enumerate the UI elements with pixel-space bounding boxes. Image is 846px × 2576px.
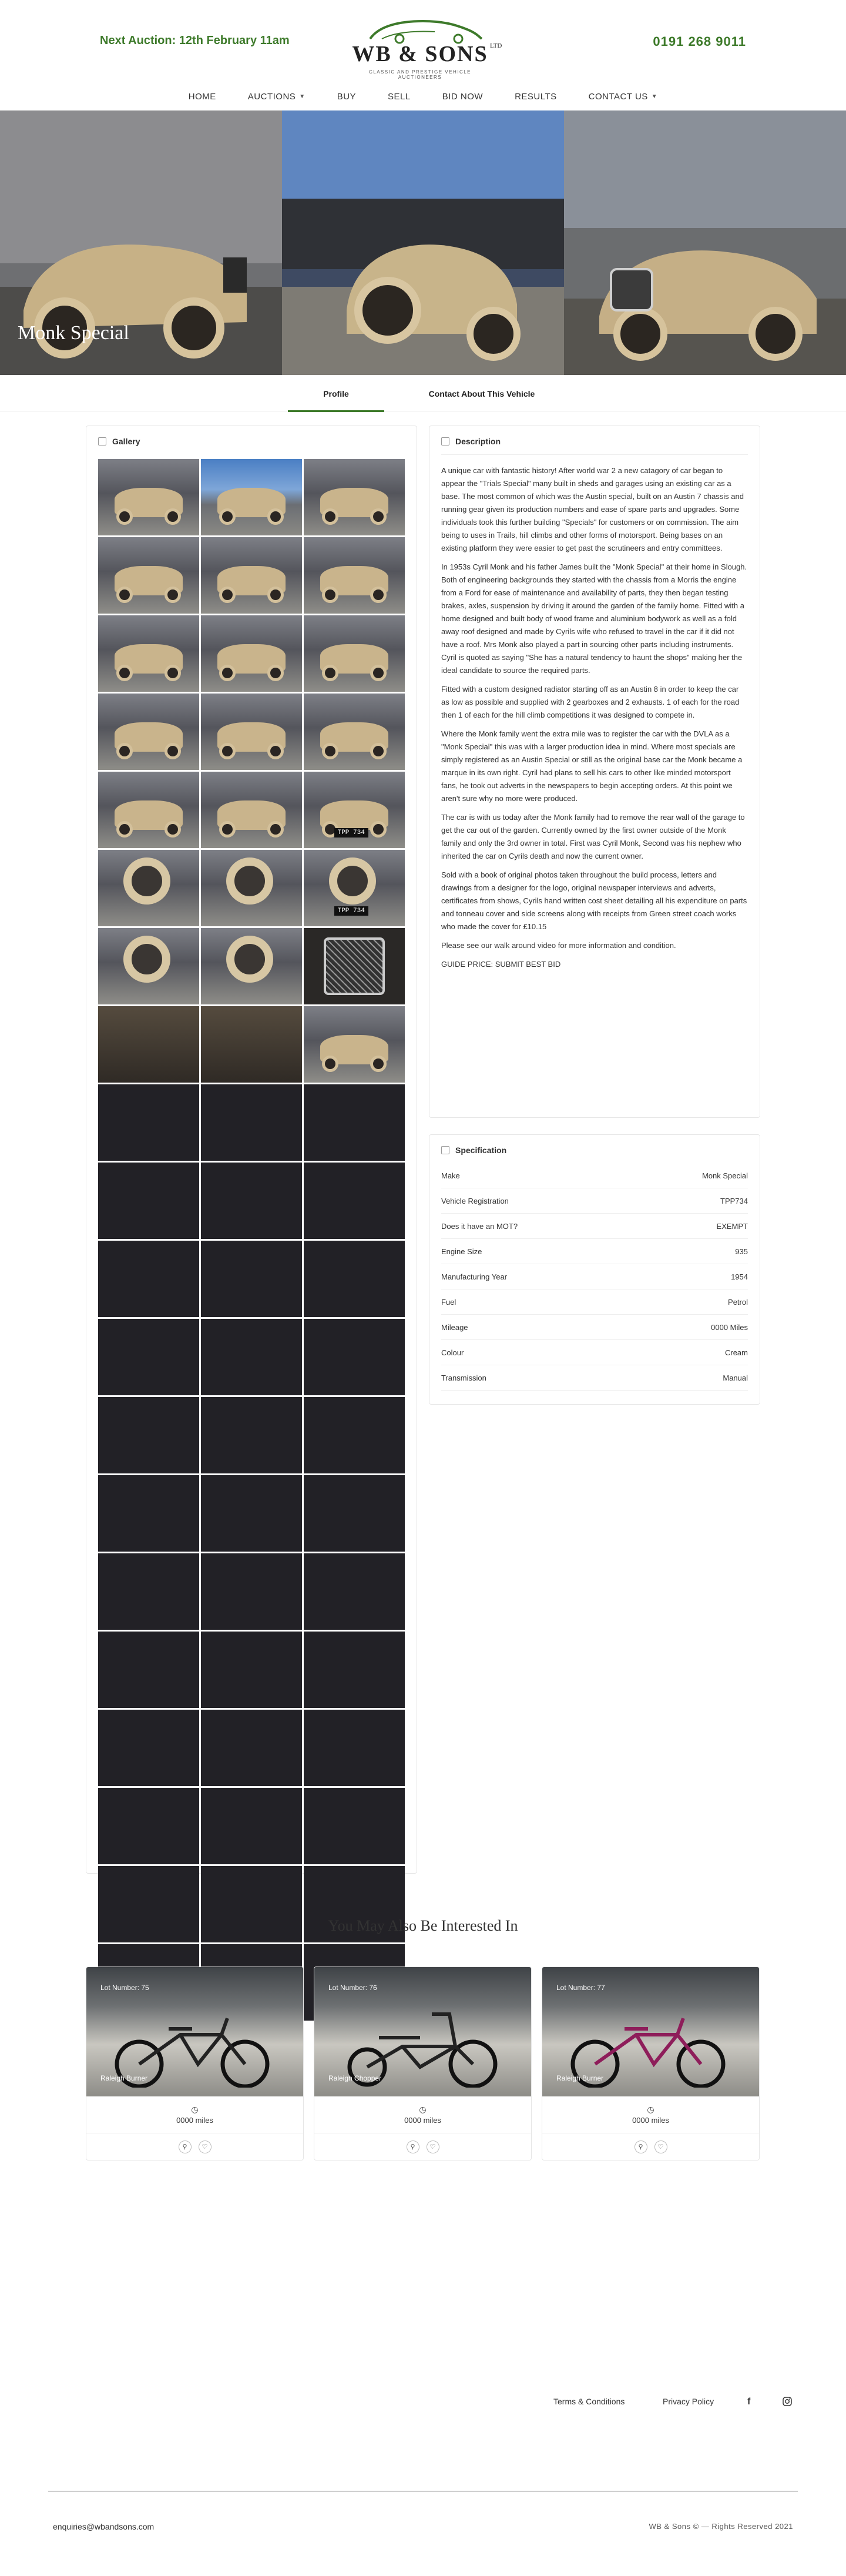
gallery-thumb[interactable] [304,459,405,535]
lot-number: Lot Number: 75 [100,1984,149,1992]
gallery-empty-tile[interactable] [304,1475,405,1552]
spec-row-engine-size [441,1239,748,1264]
gallery-empty-tile[interactable] [304,1553,405,1630]
description-header [429,426,760,454]
spec-row-fuel [441,1289,748,1315]
gallery-thumb[interactable] [201,459,302,535]
zoom-icon[interactable]: ⚲ [634,2140,647,2153]
speedometer-icon: ◷ [191,2105,199,2114]
facebook-icon[interactable]: f [747,2397,751,2407]
spec-label: Vehicle Registration [441,1196,509,1205]
gallery-thumb[interactable] [98,459,199,535]
zoom-icon[interactable]: ⚲ [179,2140,192,2153]
lot-actions [542,2133,759,2160]
nav-results[interactable] [515,92,557,102]
logo-ltd: LTD [490,42,502,49]
lot-name: Raleigh Burner [556,2074,604,2082]
spec-label: Engine Size [441,1247,482,1256]
gallery-thumb[interactable] [304,928,405,1004]
gallery-empty-tile[interactable] [98,1084,199,1161]
heart-icon[interactable]: ♡ [199,2140,212,2153]
footer-email[interactable]: enquiries@wbandsons.com [53,2522,155,2531]
gallery-thumb[interactable] [201,1006,302,1083]
lot-mileage: 0000 miles [176,2116,213,2125]
tab-label: Profile [323,389,349,398]
gallery-header [86,426,417,454]
gallery-empty-tile[interactable] [201,1397,302,1473]
gallery-empty-tile[interactable] [304,1163,405,1239]
spec-label: Does it have an MOT? [441,1221,518,1231]
spec-value: TPP734 [720,1196,748,1205]
gallery-thumb[interactable] [304,694,405,770]
vehicle-title: Monk Special [18,322,129,344]
gallery-empty-tile[interactable] [304,1632,405,1708]
gallery-empty-tile[interactable] [98,1553,199,1630]
gallery-empty-tile[interactable] [98,1788,199,1864]
classic-car-logo-icon [347,15,494,45]
heart-icon[interactable]: ♡ [427,2140,439,2153]
related-lot-card[interactable] [86,1967,304,2160]
gallery-empty-tile[interactable] [201,1319,302,1395]
gallery-empty-tile[interactable] [201,1475,302,1552]
nav-bid-now[interactable] [442,92,483,102]
nav-label: BID NOW [442,92,484,102]
gallery-empty-tile[interactable] [98,1241,199,1317]
description-paragraph: Where the Monk family went the extra mile was to register the car with the DVLA as a "Monk Special" this was with a larger production idea in mind. Where most specials are simply registered as an Austin Special or still as the original base car the Monk became a marque in its own right. Cyril had plans to sell his cars to other like minded motorsport fans, he took out adverts in the newspapers to begin accepting orders. At this point we aren't sure why no more were produced. [441,729,743,803]
gallery-empty-tile[interactable] [98,1710,199,1786]
tab-profile[interactable] [288,389,384,412]
specification-card [429,1134,760,1405]
description-title: Description [455,437,501,446]
next-auction-text[interactable]: Next Auction: 12th February 11am [100,34,290,47]
gallery-thumb[interactable] [304,772,405,848]
description-body [429,455,760,971]
gallery-empty-tile[interactable] [304,1710,405,1786]
spec-value: 0000 Miles [711,1322,748,1332]
gallery-thumb[interactable] [201,928,302,1004]
description-card [429,426,760,1118]
privacy-link[interactable]: Privacy Policy [663,2397,714,2406]
nav-auctions[interactable] [248,92,306,102]
description-paragraph: Please see our walk around video for more information and condition. [441,941,676,950]
gallery-thumb[interactable] [304,1006,405,1083]
car-photo-image [282,110,564,375]
gallery-thumb[interactable] [201,850,302,926]
lot-info [86,2105,303,2125]
spec-row-colour [441,1340,748,1365]
lot-photo[interactable] [314,1967,531,2096]
specification-header [429,1135,760,1163]
gallery-empty-tile[interactable] [304,1788,405,1864]
zoom-icon[interactable]: ⚲ [407,2140,419,2153]
lot-mileage: 0000 miles [632,2116,669,2125]
lot-info [314,2105,531,2125]
spec-value: Monk Special [701,1171,748,1180]
nav-sell[interactable] [388,92,411,102]
gallery-empty-tile[interactable] [201,1553,302,1630]
spec-value: EXEMPT [716,1221,748,1231]
chevron-down-icon: ▼ [651,93,658,100]
hero-banner [0,110,846,375]
spec-row-make [441,1163,748,1188]
gallery-empty-tile[interactable] [201,1710,302,1786]
gallery-empty-tile[interactable] [201,1788,302,1864]
spec-label: Fuel [441,1297,456,1307]
spec-label: Manufacturing Year [441,1272,508,1281]
gallery-thumb[interactable] [98,772,199,848]
lot-photo[interactable] [86,1967,303,2096]
gallery-thumb[interactable] [98,928,199,1004]
spec-row-registration [441,1188,748,1214]
document-icon [441,437,449,445]
nav-label: RESULTS [515,92,557,102]
gallery-empty-tile[interactable] [98,1632,199,1708]
spec-label: Mileage [441,1322,468,1332]
related-lots-title: You May Also Be Interested In [328,1917,518,1934]
hero-photo-3[interactable] [564,110,846,375]
gallery-thumb[interactable] [98,694,199,770]
gallery-thumb[interactable] [98,537,199,614]
hero-photo-1[interactable] [0,110,282,375]
spec-value: 935 [735,1247,748,1256]
gallery-empty-tile[interactable] [201,1632,302,1708]
gallery-empty-tile[interactable] [304,1084,405,1161]
spec-label: Transmission [441,1373,486,1382]
number-plate: TPP 734 [334,906,368,916]
footer-links [0,2394,846,2412]
lot-name: Raleigh Chopper [328,2074,382,2082]
gallery-thumb[interactable] [304,615,405,692]
nav-label: HOME [188,92,216,102]
gallery-empty-tile[interactable] [304,1241,405,1317]
tab-contact-about-vehicle[interactable] [411,389,552,398]
phone-number[interactable]: 0191 268 9011 [653,34,746,49]
description-paragraph: The car is with us today after the Monk family had to remove the rear wall of the garage to get the car out of the garden. Currently owned by the first owner outside of the Monk family and only the 3rd owner in total. First was Cyril Monk, Second was his nephew who inherited the car on Cyrils death and now the current owner. [441,813,745,860]
site-header [0,0,846,102]
spec-value: Cream [724,1348,748,1357]
guide-price: GUIDE PRICE: SUBMIT BEST BID [441,960,561,969]
spec-label: Colour [441,1348,464,1357]
description-paragraph: Fitted with a custom designed radiator starting off as an Austin 8 in order to keep the car as low as possible and supplied with 2 gearboxes and 2 exhausts. 1 of each for the road then 1 of each for the hill climb competitions it was designed to compete in. [441,685,740,719]
lot-info [542,2105,759,2125]
gallery-thumb[interactable] [98,850,199,926]
gallery-empty-tile[interactable] [98,1475,199,1552]
lot-photo[interactable] [542,1967,759,2096]
related-lot-card[interactable] [542,1967,760,2160]
nav-label: CONTACT US [588,92,648,102]
gallery-empty-tile[interactable] [98,1163,199,1239]
lot-actions [314,2133,531,2160]
lot-number: Lot Number: 76 [328,1984,377,1992]
gallery-title: Gallery [112,437,140,446]
nav-home[interactable] [189,92,216,102]
image-icon [98,437,106,445]
spec-value: Manual [723,1373,748,1382]
nav-label: BUY [337,92,357,102]
vehicle-tabs [0,375,846,411]
lot-number: Lot Number: 77 [556,1984,605,1992]
gallery-thumb[interactable] [201,772,302,848]
gallery-empty-tile[interactable] [201,1163,302,1239]
lot-mileage: 0000 miles [404,2116,441,2125]
spec-value: 1954 [731,1272,748,1281]
description-paragraph: A unique car with fantastic history! After world war 2 a new catagory of car began to appear the "Trials Special" many built in sheds and garages using an existing car as a base. The most common of which was the Austin special, built on an Austin 7 chassis and running gear given its production numbers and ease of spare parts and upgrades. Some individuals took this further building "Specials" for customers or on commission. The aim being to uses in Trails, hill climbs and other forms of motorsport. Being bases on an existing platform they were easier to get past the scrutineers and entry committees. [441,466,744,552]
gallery-thumb[interactable] [201,537,302,614]
gallery-thumb[interactable] [98,615,199,692]
heart-icon[interactable]: ♡ [654,2140,667,2153]
chevron-down-icon: ▼ [299,93,306,100]
gallery-thumb[interactable] [201,694,302,770]
gallery-thumb[interactable] [304,537,405,614]
gallery-empty-tile[interactable] [304,1319,405,1395]
gallery-thumb[interactable] [304,850,405,926]
gallery-thumb[interactable] [201,615,302,692]
spec-value: Petrol [728,1297,748,1307]
hero-photo-2[interactable] [282,110,564,375]
gallery-empty-tile[interactable] [98,1397,199,1473]
lot-actions [86,2133,303,2160]
gallery-empty-tile[interactable] [304,1397,405,1473]
gallery-card [86,426,417,1874]
related-lot-card[interactable] [314,1967,532,2160]
speedometer-icon: ◷ [419,2105,427,2114]
tab-label: Contact About This Vehicle [428,389,535,398]
description-paragraph: In 1953s Cyril Monk and his father James built the "Monk Special" at their home in Slough. Both of engineering backgrounds they started with the chassis from a Morris the engine from a Ford for ease of maintenance and availability of parts, they then began testing brakes, axles, suspension by driving it around the garden of the family home. Fitted with a home designed and built body of wood frame and aluminium bodywork as well as a fold away roof designed and made by Cyrils wife who refused to travel in the car if it did not have a roof. Mrs Monk also played a part in sourcing other parts including instruments. Cyril is quoted as saying "She has a natural tendency to haunt the shops" making her the ideal candidate to source the required parts. [441,562,747,675]
logo-tagline: CLASSIC AND PRESTIGE VEHICLE AUCTIONEERS [368,69,472,80]
description-paragraph: Sold with a book of original photos taken throughout the build process, letters and drawings from a designer for the logo, original newspaper interviews and adverts, certificates from shows, Cyrils hand written cost sheet detailing all his expenditure on parts and tonneau cover and side screens along with receipts from Green street coach works who made the cover for £10.15 [441,870,747,931]
spec-row-transmission [441,1365,748,1391]
gallery-empty-tile[interactable] [201,1084,302,1161]
gallery-grid [98,459,405,2021]
number-plate: TPP 734 [334,828,368,838]
nav-label: AUCTIONS [247,92,296,102]
list-icon [441,1146,449,1154]
logo-text: WB & SONS [352,42,488,66]
car-photo-image [564,110,846,375]
nav-label: SELL [388,92,411,102]
spec-row-mileage [441,1315,748,1340]
lot-name: Raleigh Burner [100,2074,148,2082]
gallery-thumb[interactable] [98,1006,199,1083]
site-logo[interactable] [347,15,502,80]
footer-copyright: WB & Sons © — Rights Reserved 2021 [649,2522,793,2531]
spec-row-year [441,1264,748,1289]
speedometer-icon: ◷ [647,2105,654,2114]
terms-link[interactable]: Terms & Conditions [553,2397,625,2406]
gallery-empty-tile[interactable] [98,1319,199,1395]
nav-contact-us[interactable] [589,92,658,102]
main-nav [0,92,846,102]
spec-row-mot [441,1214,748,1239]
specification-title: Specification [455,1145,507,1155]
instagram-icon[interactable] [783,2397,792,2408]
nav-buy[interactable] [337,92,356,102]
gallery-empty-tile[interactable] [201,1241,302,1317]
spec-label: Make [441,1171,460,1180]
